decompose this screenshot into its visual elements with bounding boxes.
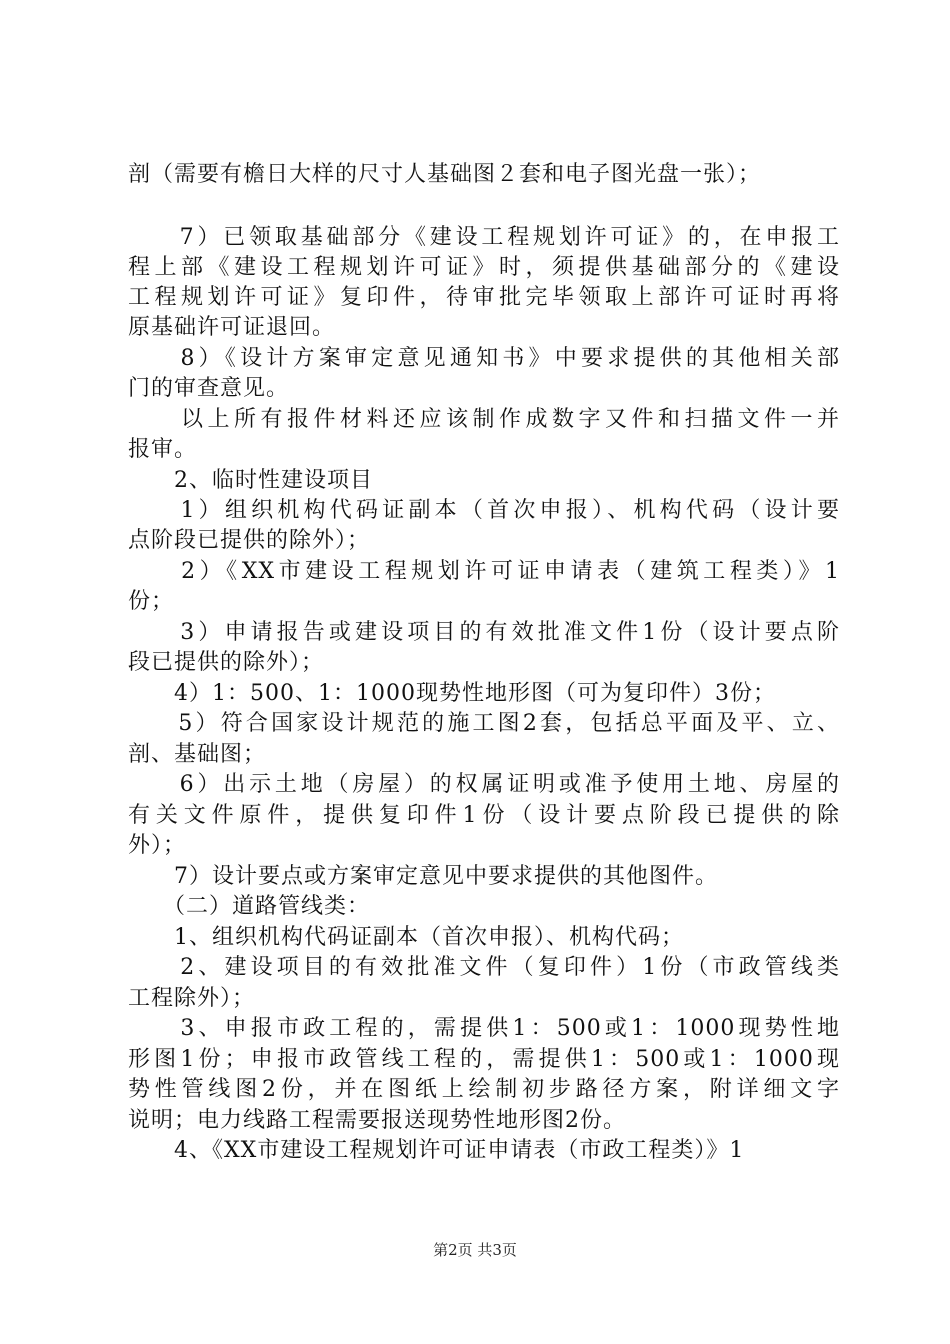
text-line: 3）申请报告或建设项目的有效批准文件1份（设计要点阶: [128, 620, 840, 645]
text-line: 以上所有报件材料还应该制作成数字又件和扫描文件一并: [128, 407, 840, 432]
text-line: 7）设计要点或方案审定意见中要求提供的其他图件。: [128, 864, 718, 889]
text-line: 外）；: [128, 833, 187, 858]
text-line: 4、《XX市建设工程规划许可证申请表（市政工程类）》1: [128, 1138, 745, 1163]
text-line: 程上部《建设工程规划许可证》时，须提供基础部分的《建设: [128, 255, 840, 280]
text-line: 1、组织机构代码证副本（首次申报）、机构代码；: [128, 925, 684, 950]
text-line: 点阶段已提供的除外）；: [128, 528, 371, 553]
text-line: 有关文件原件，提供复印件1份（设计要点阶段已提供的除: [128, 803, 840, 828]
text-line: 形图1份；申报市政管线工程的，需提供1：500或1：1000现: [128, 1047, 840, 1072]
text-line: 2）《XX市建设工程规划许可证申请表（建筑工程类）》1: [128, 559, 840, 584]
text-line: 工程规划许可证》复印件，待审批完毕领取上部许可证时再将: [128, 285, 840, 310]
text-line: 剖、基础图；: [128, 742, 267, 767]
text-line: 段已提供的除外）；: [128, 650, 325, 675]
text-line: 剖（需要有檐日大样的尺寸人基础图２套和电子图光盘一张）；: [128, 162, 762, 187]
text-line: 门的审查意见。: [128, 376, 290, 401]
text-line: 原基础许可证退回。: [128, 315, 336, 340]
text-line: 5）符合国家设计规范的施工图2套，包括总平面及平、立、: [128, 711, 840, 736]
text-line: 7）已领取基础部分《建设工程规划许可证》的，在申报工: [128, 225, 840, 250]
text-line: 报审。: [128, 437, 198, 462]
page-footer: 第2页 共3页: [433, 1241, 517, 1259]
text-line: 份；: [128, 589, 175, 614]
text-line: 3、申报市政工程的，需提供1：500或1：1000现势性地: [128, 1016, 840, 1041]
text-line: 6）出示土地（房屋）的权属证明或准予使用土地、房屋的: [128, 772, 840, 797]
text-line: （二）道路管线类：: [128, 894, 371, 919]
text-line: 1）组织机构代码证副本（首次申报）、机构代码（设计要: [128, 498, 840, 523]
text-line: 4）1：500、1：1000现势性地形图（可为复印件）3份；: [128, 681, 776, 706]
text-line: 2、建设项目的有效批准文件（复印件）1份（市政管线类: [128, 955, 840, 980]
text-line: 势性管线图2份，并在图纸上绘制初步路径方案，附详细文字: [128, 1077, 840, 1102]
text-line: 工程除外）；: [128, 986, 256, 1011]
text-line: 8）《设计方案审定意见通知书》中要求提供的其他相关部: [128, 346, 840, 371]
text-line: 2、临时性建设项目: [128, 468, 373, 493]
text-line: 说明；电力线路工程需要报送现势性地形图2份。: [128, 1108, 626, 1133]
